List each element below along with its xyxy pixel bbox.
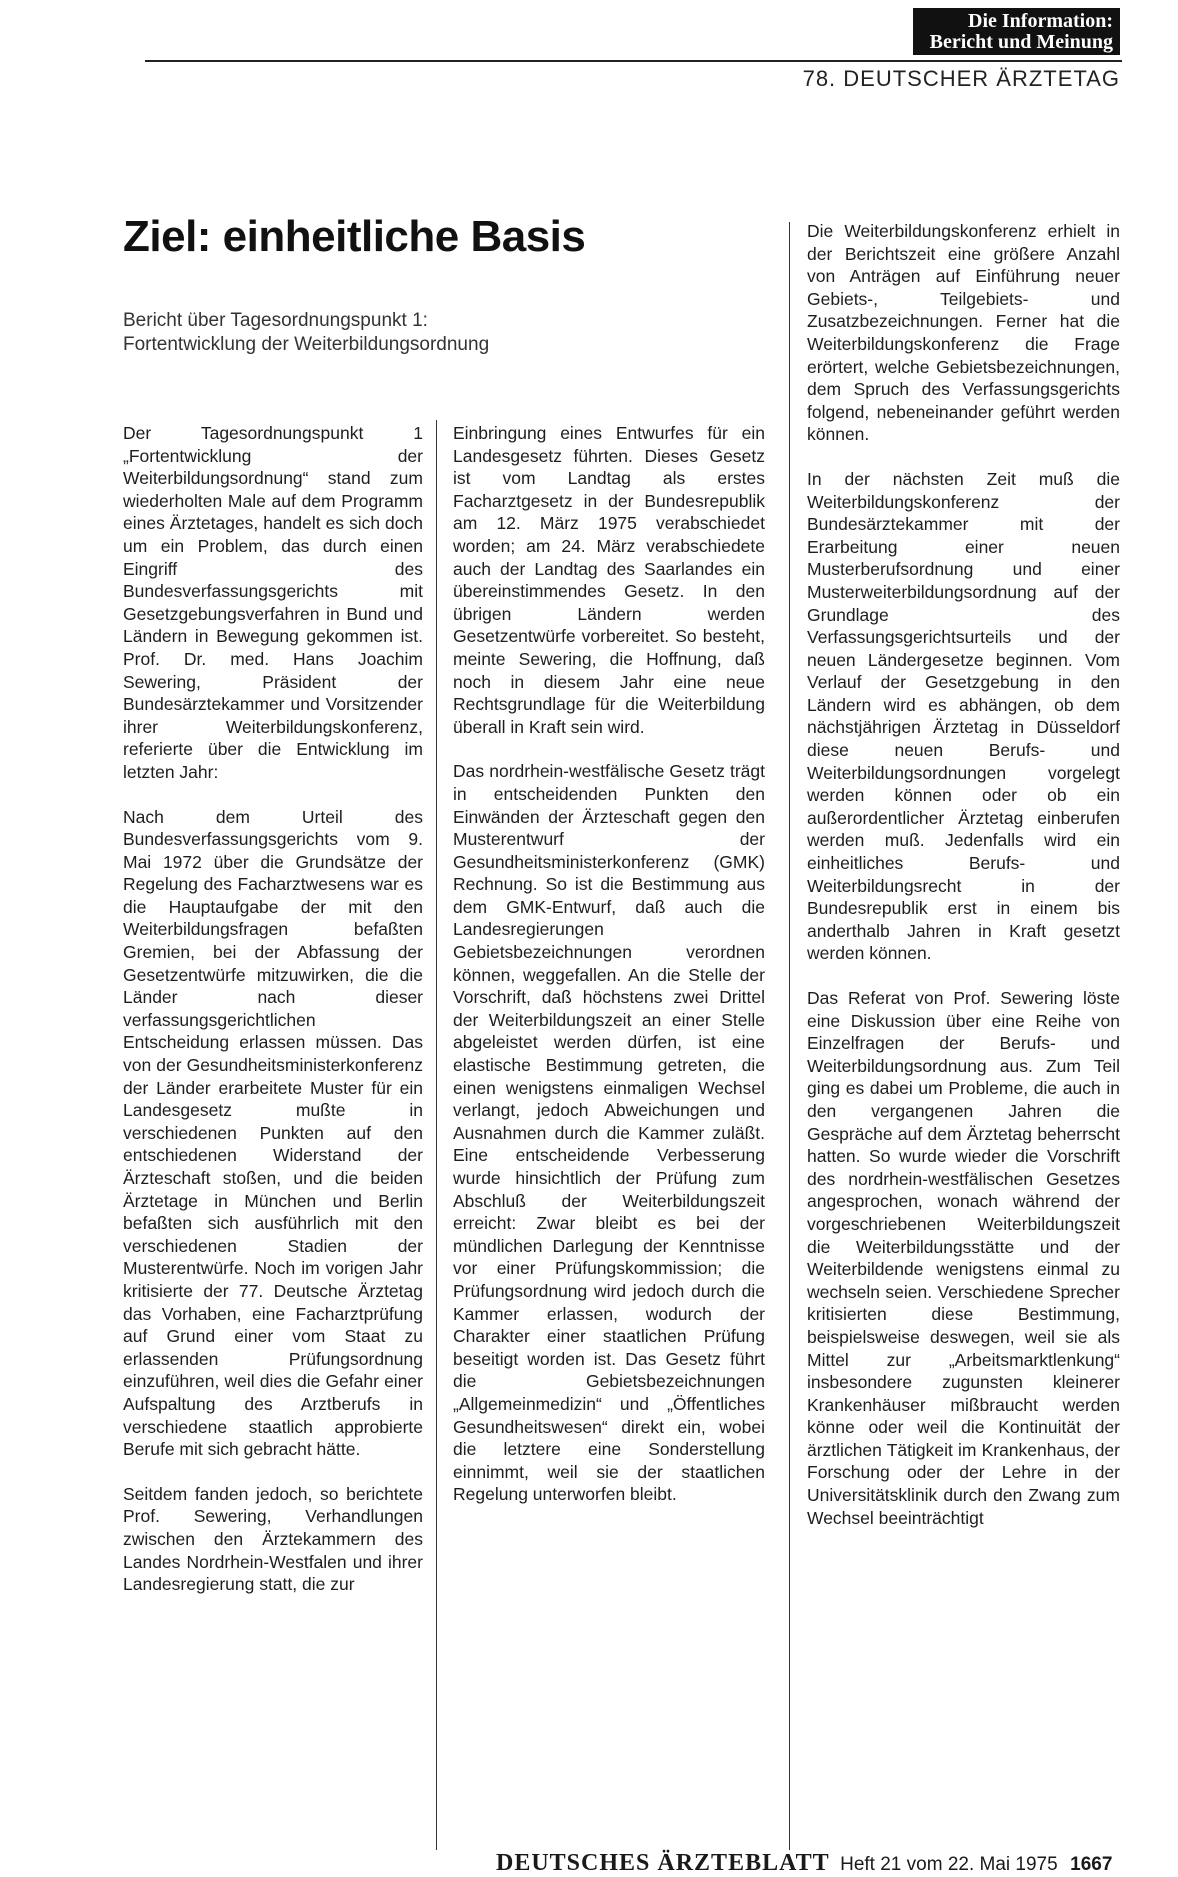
paragraph: Der Tagesordnungspunkt 1 „Fortentwicklung der Weiterbildungsordnung“ stand zum wiederholten Male auf dem Programm eines Ärztetages, handelt es sich doch um ein Problem, das durch einen Eingriff des Bundesverfassungsgerichts mit Gesetzgebungsverfahren in Bund und Ländern in Bewegung gekommen ist. Prof. Dr. med. Hans Joachim Sewering, Präsident der Bundesärztekammer und Vorsitzender ihrer Weiterbildungskonferenz, referierte über die Entwicklung im letzten Jahr: bbox=[123, 423, 423, 782]
issue-info: Heft 21 vom 22. Mai 1975 bbox=[840, 1854, 1058, 1875]
paragraph: Einbringung eines Entwurfes für ein Landesgesetz führten. Dieses Gesetz ist vom Landtag als erstes Facharztgesetz in der Bundesrepublik am 12. März 1975 verabschiedet worden; am 24. März verabschiedete auch der Landtag des Saarlandes ein übereinstimmendes Gesetz. In den übrigen Ländern werden Gesetzentwürfe vorbereitet. So besteht, meinte Sewering, die Hoffnung, daß noch in diesem Jahr eine neue Rechtsgrundlage für die Weiterbildung überall in Kraft sein wird. bbox=[453, 423, 765, 737]
column-divider bbox=[436, 420, 437, 1850]
subtitle-line-2: Fortentwicklung der Weiterbildungsordnung bbox=[123, 334, 490, 355]
badge-line-2: Bericht und Meinung bbox=[929, 31, 1113, 53]
paragraph: Seitdem fanden jedoch, so berichtete Prof. Sewering, Verhandlungen zwischen den Ärztekammern des Landes Nordrhein-Westfalen und ihrer Landesregierung statt, die zur bbox=[123, 1483, 423, 1595]
text-column-2 bbox=[453, 422, 765, 1528]
top-divider bbox=[145, 60, 1122, 62]
section-badge bbox=[913, 8, 1120, 55]
paragraph: Die Weiterbildungskonferenz erhielt in der Berichtszeit eine größere Anzahl von Anträgen auf Einführung neuer Gebiets-, Teilgebiets- und Zusatzbezeichnungen. Ferner hat die Weiterbildungskonferenz die Frage erörtert, welche Gebietsbezeichnungen, dem Spruch des Verfassungsgerichts folgend, nebeneinander geführt werden können. bbox=[807, 221, 1120, 445]
paragraph: Das nordrhein-westfälische Gesetz trägt in entscheidenden Punkten den Einwänden der Ärzteschaft gegen den Musterentwurf der Gesundheitsministerkonferenz (GMK) Rechnung. So ist die Bestimmung aus dem GMK-Entwurf, daß auch die Landesregierungen Gebietsbezeichnungen verordnen können, weggefallen. An die Stelle der Vorschrift, daß höchstens zwei Drittel der Weiterbildungszeit an einer Stelle abgeleistet werden dürfen, ist eine elastische Bestimmung getreten, die einen wenigstens einmaligen Wechsel verlangt, jedoch Abweichungen und Ausnahmen durch die Kammer zuläßt. Eine entscheidende Verbesserung wurde hinsichtlich der Prüfung zum Abschluß der Weiterbildungszeit erreicht: Zwar bleibt es bei der mündlichen Darlegung der Kenntnisse vor einer Prüfungskommission; die Prüfungsordnung wird jedoch durch die Kammer erlassen, wodurch der Charakter einer staatlichen Prüfung beseitigt worden ist. Das Gesetz führt die Gebietsbezeichnungen „Allgemeinmedizin“ und „Öffentliches Gesundheitswesen“ direkt ein, wobei die letztere eine Sonderstellung einnimmt, weil sie der staatlichen Regelung unterworfen bleibt. bbox=[453, 761, 765, 1505]
article-subtitle bbox=[123, 309, 489, 357]
page-footer bbox=[496, 1850, 1112, 1877]
page-number: 1667 bbox=[1070, 1854, 1113, 1875]
paragraph: Das Referat von Prof. Sewering löste eine Diskussion über eine Reihe von Einzelfragen der Berufs- und Weiterbildungsordnung aus. Zum Teil ging es dabei um Probleme, die auch in den vergangenen Jahren die Gespräche auf dem Ärztetag beherrscht hatten. So wurde wieder die Vorschrift des nordrhein-westfälischen Gesetzes angesprochen, wonach während der vorgeschriebenen Weiterbildungszeit die Weiterbildungsstätte und der Weiterbildende wenigstens einmal zu wechseln seien. Verschiedene Sprecher kritisierten diese Bestimmung, beispielsweise deswegen, weil sie als Mittel zur „Arbeitsmarktlenkung“ insbesondere zugunsten kleinerer Krankenhäuser mißbraucht werden könne oder weil die Kontinuität der ärztlichen Tätigkeit im Krankenhaus, der Forschung oder der Lehre in der Universitätsklinik durch den Zwang zum Wechsel beeinträchtigt bbox=[807, 988, 1120, 1528]
paragraph: In der nächsten Zeit muß die Weiterbildungskonferenz der Bundesärztekammer mit der Erarbeitung einer neuen Musterberufsordnung und einer Musterweiterbildungsordnung auf der Grundlage des Verfassungsgerichtsurteils und der neuen Ländergesetze beginnen. Vom Verlauf der Gesetzgebung in den Ländern wird es abhängen, ob dem nächstjährigen Ärztetag in Düsseldorf diese neuen Berufs- und Weiterbildungsordnungen vorgelegt werden können oder ob ein außerordentlicher Ärztetag einberufen werden muß. Jedenfalls wird ein einheitliches Berufs- und Weiterbildungsrecht in der Bundesrepublik erst in einem bis anderthalb Jahren in Kraft gesetzt werden können. bbox=[807, 468, 1120, 964]
column-divider bbox=[789, 222, 790, 1850]
text-column-3 bbox=[807, 220, 1120, 1551]
subtitle-line-1: Bericht über Tagesordnungspunkt 1: bbox=[123, 310, 428, 331]
text-column-1 bbox=[123, 422, 423, 1618]
article-title: Ziel: einheitliche Basis bbox=[123, 212, 586, 261]
paragraph: Nach dem Urteil des Bundesverfassungsgerichts vom 9. Mai 1972 über die Grundsätze der Regelung des Facharztwesens war es die Hauptaufgabe der mit den Weiterbildungsfragen befaßten Gremien, bei der Abfassung der Gesetzentwürfe mitzuwirken, die die Länder nach dieser verfassungsgerichtlichen Entscheidung erlassen müssen. Das von der Gesundheitsministerkonferenz der Länder erarbeitete Muster für ein Landesgesetz mußte in verschiedenen Punkten auf den entschiedenen Widerstand der Ärzteschaft stoßen, und die beiden Ärztetage in München und Berlin befaßten sich ausführlich mit den verschiedenen Stadien der Musterentwürfe. Noch im vorigen Jahr kritisierte der 77. Deutsche Ärztetag das Vorhaben, eine Facharztprüfung auf Grund einer vom Staat zu erlassenden Prüfungsordnung einzuführen, weil dies die Gefahr einer Aufspaltung des Arztberufs in verschiedene staatlich approbierte Berufe mit sich gebracht hätte. bbox=[123, 806, 423, 1460]
magazine-name: DEUTSCHES ÄRZTEBLATT bbox=[496, 1850, 830, 1876]
section-header: 78. DEUTSCHER ÄRZTETAG bbox=[802, 66, 1120, 91]
badge-line-1: Die Information: bbox=[968, 10, 1113, 32]
